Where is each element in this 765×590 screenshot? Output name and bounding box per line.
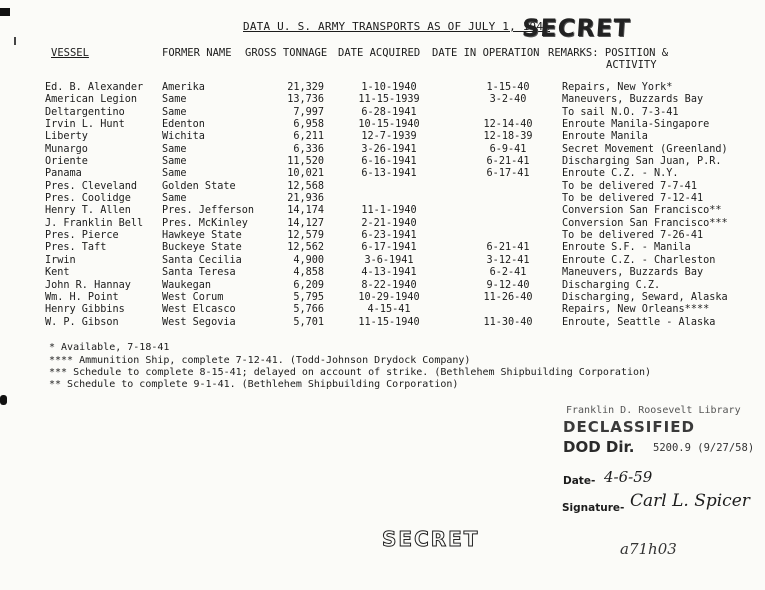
cell-vessel: Henry T. Allen (45, 205, 131, 217)
cell-gross-tonnage: 21,329 (287, 82, 325, 93)
cell-former-name: Same (162, 168, 187, 180)
cell-date-in-operation: 12-14-40 (483, 119, 533, 131)
cell-remarks: Maneuvers, Buzzards Bay (562, 94, 704, 106)
table-row (45, 255, 728, 267)
footnote-2: **** Ammunition Ship, complete 7-12-41. (Todd-Johnson Drydock Company) (49, 355, 471, 366)
header-former-name: FORMER NAME (162, 47, 232, 59)
cell-former-name: Santa Cecilia (162, 254, 242, 266)
cell-remarks: Enroute, Seattle - Alaska (562, 316, 716, 328)
cell-vessel: John R. Hannay (45, 279, 131, 291)
secret-stamp-top: SECRET (521, 14, 632, 42)
cell-former-name: Amerika (162, 82, 205, 93)
cell-date-acquired: 4-13-1941 (361, 267, 417, 279)
cell-former-name: West Elcasco (162, 304, 236, 316)
cell-date-acquired: 11-15-1940 (358, 316, 420, 328)
table-row (45, 292, 728, 304)
table-row (45, 242, 728, 254)
cell-date-in-operation (454, 230, 562, 242)
header-remarks (548, 47, 668, 71)
table-row (45, 131, 728, 143)
cell-vessel: Pres. Pierce (45, 230, 119, 242)
table-row (45, 181, 728, 193)
cell-date-in-operation: 6-2-41 (489, 267, 527, 279)
header-remarks-line1: REMARKS: POSITION & (548, 47, 669, 59)
table-row (45, 107, 728, 119)
cell-date-in-operation: 11-30-40 (483, 316, 533, 328)
punch-hole-middle (0, 395, 7, 405)
cell-date-acquired: 11-1-1940 (361, 205, 417, 217)
cell-gross-tonnage: 14,174 (287, 205, 325, 217)
cell-former-name: Golden State (162, 180, 236, 192)
cell-vessel: Deltargentino (45, 106, 125, 118)
cell-gross-tonnage: 6,209 (293, 279, 325, 291)
cell-date-in-operation: 6-21-41 (486, 242, 530, 254)
cell-gross-tonnage: 5,766 (293, 304, 325, 316)
document-title: DATA U. S. ARMY TRANSPORTS AS OF JULY 1, 1941 (243, 20, 551, 33)
table-row (45, 317, 728, 329)
cell-former-name: Hawkeye State (162, 230, 242, 242)
table-row (45, 193, 728, 205)
cell-former-name: West Corum (162, 291, 224, 303)
cell-date-acquired: 6-23-1941 (361, 230, 417, 242)
table-row (45, 304, 728, 316)
cell-date-acquired: 10-29-1940 (358, 291, 420, 303)
cell-date-acquired: 4-15-41 (367, 304, 411, 316)
cell-remarks: To be delivered 7-7-41 (562, 180, 697, 192)
cell-date-in-operation: 6-9-41 (489, 143, 527, 155)
cell-date-acquired: 10-15-1940 (358, 119, 420, 131)
cell-gross-tonnage: 12,562 (287, 242, 325, 254)
cell-vessel: Pres. Taft (45, 242, 107, 254)
cell-former-name: Same (162, 106, 187, 118)
cell-former-name: Waukegan (162, 279, 212, 291)
cell-remarks: To be delivered 7-12-41 (562, 193, 704, 205)
cell-vessel: Ed. B. Alexander (45, 82, 144, 93)
footnote-3: *** Schedule to complete 8-15-41; delayed on account of strike. (Bethlehem Shipbuilding Corporation) (49, 367, 652, 378)
cell-former-name: Pres. Jefferson (162, 205, 255, 217)
table-row (45, 205, 728, 217)
cell-date-acquired (324, 181, 454, 193)
cell-gross-tonnage: 5,701 (293, 316, 325, 328)
cell-gross-tonnage: 12,568 (287, 180, 325, 192)
cell-date-in-operation (454, 218, 562, 230)
footnote-4: ** Schedule to complete 9-1-41. (Bethlehem Shipbuilding Corporation) (49, 379, 459, 390)
cell-former-name: Edenton (162, 119, 205, 131)
transports-table-body (45, 82, 728, 329)
cell-vessel: Wm. H. Point (45, 291, 119, 303)
cell-former-name: Same (162, 193, 187, 205)
cell-remarks: To sail N.O. 7-3-41 (562, 106, 679, 118)
cell-vessel: Henry Gibbins (45, 304, 125, 316)
cell-remarks: Discharging C.Z. (562, 279, 661, 291)
cell-vessel: Panama (45, 168, 82, 180)
cell-date-in-operation: 6-21-41 (486, 156, 530, 168)
cell-date-in-operation: 12-18-39 (483, 131, 533, 143)
dod-directive-label: DOD Dir. (563, 438, 635, 456)
cell-date-acquired: 1-10-1940 (361, 82, 417, 93)
footnote-1: * Available, 7-18-41 (49, 342, 170, 353)
cell-gross-tonnage: 7,997 (293, 106, 325, 118)
cell-remarks: Enroute C.Z. - Charleston (562, 254, 716, 266)
declassified-stamp: DECLASSIFIED (563, 418, 695, 436)
cell-remarks: Conversion San Francisco*** (562, 217, 728, 229)
cell-former-name: Buckeye State (162, 242, 242, 254)
reference-number: a71h03 (620, 540, 677, 558)
cell-date-in-operation: 1-15-40 (486, 82, 530, 93)
cell-former-name: West Segovia (162, 316, 236, 328)
table-row (45, 119, 728, 131)
cell-date-in-operation (454, 205, 562, 217)
cell-date-in-operation: 9-12-40 (486, 279, 530, 291)
cell-date-acquired: 12-7-1939 (361, 131, 417, 143)
cell-remarks: To be delivered 7-26-41 (562, 230, 704, 242)
cell-vessel: American Legion (45, 94, 138, 106)
cell-date-in-operation: 11-26-40 (483, 291, 533, 303)
cell-remarks: Secret Movement (Greenland) (562, 143, 728, 155)
cell-date-acquired: 3-26-1941 (361, 143, 417, 155)
declass-date-value: 4-6-59 (604, 468, 653, 486)
cell-vessel: Oriente (45, 156, 88, 168)
header-date-in-operation: DATE IN OPERATION (432, 47, 540, 59)
dod-directive-number: 5200.9 (9/27/58) (653, 442, 755, 454)
cell-former-name: Same (162, 143, 187, 155)
transports-table (45, 82, 728, 329)
cell-date-acquired: 8-22-1940 (361, 279, 417, 291)
cell-date-acquired: 6-17-1941 (361, 242, 417, 254)
table-row (45, 156, 728, 168)
cell-gross-tonnage: 4,858 (293, 267, 325, 279)
cell-former-name: Same (162, 94, 187, 106)
margin-mark (14, 37, 16, 45)
cell-gross-tonnage: 21,936 (287, 193, 325, 205)
cell-remarks: Enroute Manila-Singapore (562, 119, 710, 131)
header-vessel: VESSEL (51, 47, 89, 59)
cell-vessel: Liberty (45, 131, 88, 143)
cell-date-in-operation: 6-17-41 (486, 168, 530, 180)
header-gross-tonnage: GROSS TONNAGE (245, 47, 328, 59)
cell-former-name: Same (162, 156, 187, 168)
cell-gross-tonnage: 11,520 (287, 156, 325, 168)
cell-gross-tonnage: 6,211 (293, 131, 325, 143)
cell-gross-tonnage: 5,795 (293, 291, 325, 303)
cell-former-name: Wichita (162, 131, 205, 143)
cell-gross-tonnage: 6,958 (293, 119, 325, 131)
header-remarks-line2: ACTIVITY (606, 59, 657, 71)
table-row (45, 94, 728, 106)
cell-remarks: Discharging, Seward, Alaska (562, 291, 728, 303)
cell-gross-tonnage: 10,021 (287, 168, 325, 180)
cell-remarks: Conversion San Francisco** (562, 205, 722, 217)
cell-vessel: Irwin (45, 254, 76, 266)
cell-gross-tonnage: 12,579 (287, 230, 325, 242)
cell-date-acquired: 11-15-1939 (358, 94, 420, 106)
cell-date-in-operation (454, 107, 562, 119)
cell-vessel: J. Franklin Bell (45, 217, 144, 229)
header-date-acquired: DATE ACQUIRED (338, 47, 421, 59)
table-row (45, 280, 728, 292)
signature: Carl L. Spicer (630, 491, 750, 511)
cell-gross-tonnage: 4,900 (293, 254, 325, 266)
fdr-library-stamp: Franklin D. Roosevelt Library (566, 405, 741, 416)
cell-date-in-operation (454, 193, 562, 205)
cell-date-acquired: 2-21-1940 (361, 217, 417, 229)
table-row (45, 267, 728, 279)
declass-date-label: Date- (563, 475, 596, 487)
cell-date-in-operation (454, 181, 562, 193)
cell-vessel: Irvin L. Hunt (45, 119, 125, 131)
cell-date-acquired: 3-6-1941 (364, 254, 414, 266)
cell-gross-tonnage: 13,736 (287, 94, 325, 106)
cell-remarks: Repairs, New York* (562, 82, 673, 93)
cell-vessel: W. P. Gibson (45, 316, 119, 328)
cell-remarks: Maneuvers, Buzzards Bay (562, 267, 704, 279)
table-row (45, 230, 728, 242)
cell-date-in-operation: 3-12-41 (486, 254, 530, 266)
table-row (45, 82, 728, 94)
cell-date-in-operation: 3-2-40 (489, 94, 527, 106)
cell-remarks: Enroute S.F. - Manila (562, 242, 691, 254)
secret-stamp-bottom: SECRET (382, 527, 480, 551)
cell-vessel: Munargo (45, 143, 88, 155)
signature-label: Signature- (562, 502, 625, 514)
cell-remarks: Enroute Manila (562, 131, 648, 143)
cell-former-name: Pres. McKinley (162, 217, 248, 229)
cell-date-in-operation (454, 304, 562, 316)
cell-remarks: Repairs, New Orleans**** (562, 304, 710, 316)
table-row (45, 218, 728, 230)
cell-remarks: Discharging San Juan, P.R. (562, 156, 722, 168)
cell-date-acquired (324, 193, 454, 205)
cell-gross-tonnage: 14,127 (287, 217, 325, 229)
cell-former-name: Santa Teresa (162, 267, 236, 279)
cell-vessel: Kent (45, 267, 70, 279)
cell-date-acquired: 6-28-1941 (361, 106, 417, 118)
cell-remarks: Enroute C.Z. - N.Y. (562, 168, 679, 180)
cell-vessel: Pres. Coolidge (45, 193, 131, 205)
cell-vessel: Pres. Cleveland (45, 180, 138, 192)
table-row (45, 168, 728, 180)
table-row (45, 144, 728, 156)
cell-gross-tonnage: 6,336 (293, 143, 325, 155)
punch-hole-top (0, 8, 10, 16)
cell-date-acquired: 6-16-1941 (361, 156, 417, 168)
cell-date-acquired: 6-13-1941 (361, 168, 417, 180)
